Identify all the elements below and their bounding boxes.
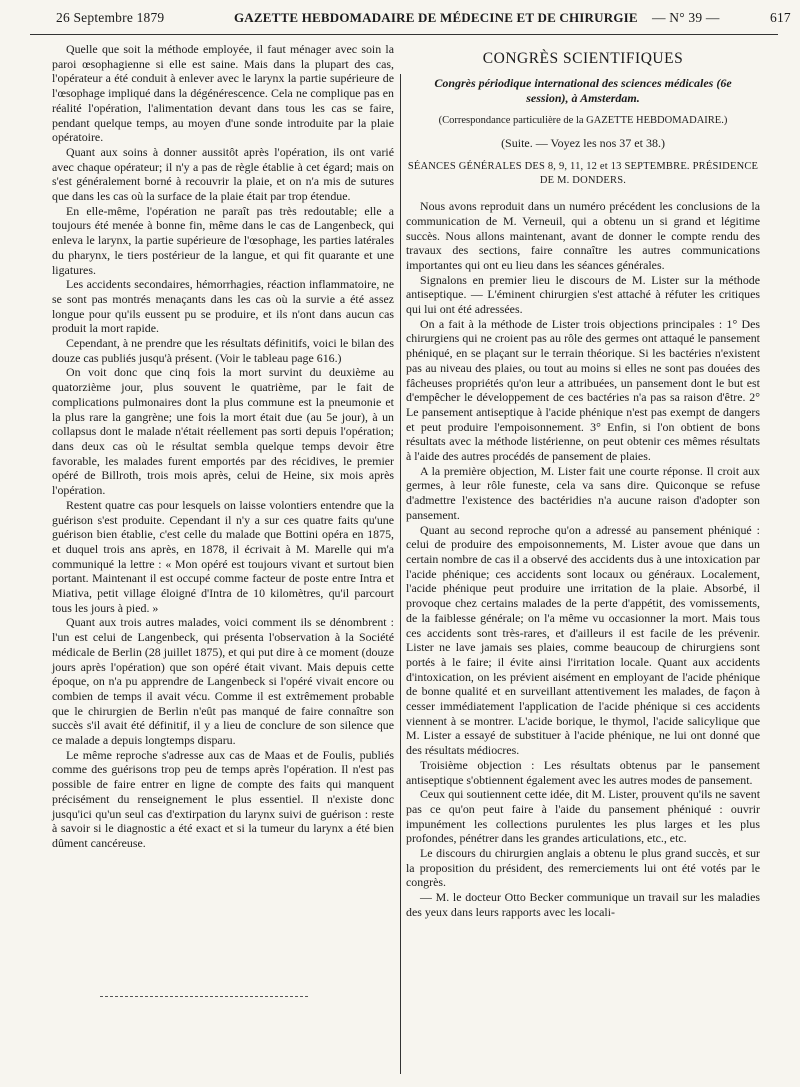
- right-column: [406, 42, 760, 920]
- header-journal-title: GAZETTE HEBDOMADAIRE DE MÉDECINE ET DE CHIRURGIE: [234, 10, 638, 25]
- section-subtitle: Congrès périodique international des sciences médicales (6e session), à Amsterdam.: [434, 75, 732, 105]
- left-paragraph: Le même reproche s'adresse aux cas de Maas et de Foulis, publiés comme des guérisons trop peu de temps après l'opération. Il n'est pas possible de faire entrer en ligne de compte des faits qui manquent précisément du renseignement le plus essentiel. Il n'existe donc jusqu'ici qu'un seul cas d'extirpation du larynx suivi de guérison : reste à savoir si le diagnostic a été exact et si la tumeur du larynx a été bien dûment cancéreuse.: [52, 747, 394, 850]
- right-paragraph: A la première objection, M. Lister fait une courte réponse. Il croit aux germes, à leur rôle funeste, cela va sans dire. Quiconque se refuse d'admettre l'existence des bactéridies n'a aucune raison d'adopter son pansement.: [406, 463, 760, 522]
- header-page-number: 617: [770, 10, 791, 25]
- left-paragraph: En elle-même, l'opération ne paraît pas très redoutable; elle a toujours été menée à bonne fin, même dans le cas de Langenbeck, qui enleva le larynx, la partie supérieure de l'œsophage, les parties latérales du pharynx, le tiers postérieur de la langue, et qui fit quarante et une ligatures.: [52, 203, 394, 277]
- right-paragraph: Quant au second reproche qu'on a adressé au pansement phéniqué : celui de produire des empoisonnements, M. Lister avoue que dans un certain nombre de cas il a observé des accidents dus à une intoxication par l'acide phénique; ces accidents sont locaux ou généraux. Localement, l'acide phénique peut produire une irritation de la plaie. Absorbé, il provoque chez certains malades de la perte d'appétit, des vomissements, de la faiblesse générale; on l'a même vu occasionner la mort. Mais tous ces accidents sont très-rares, et d'ailleurs il est facile de les prévenir. Lister ne lave jamais ses plaies, comme beaucoup de chirurgiens sont portés à le faire; il évite ainsi l'irritation locale. Quant aux accidents d'intoxication, on les prévient aisément en employant de l'acide phénique de bonne qualité et en surveillant attentivement les malades, de façon à cesser immédiatement l'application de l'acide phénique si ces accidents viennent à se montrer. L'acide borique, le thymol, l'acide salicylique que M. Lister a essayé de substituer à l'acide phénique, ne lui ont donné que des résultats médiocres.: [406, 522, 760, 758]
- right-paragraph: Ceux qui soutiennent cette idée, dit M. Lister, prouvent qu'ils ne savent pas ce qu'on peut faire à l'aide du pansement phéniqué : ouvrir impunément les collections purulentes les plus larges et les plus profondes, pénétrer dans les grandes articulations, etc., etc.: [406, 787, 760, 846]
- column-divider: [400, 74, 401, 1074]
- header-date: 26 Septembre 1879: [56, 10, 165, 25]
- right-paragraph: On a fait à la méthode de Lister trois objections principales : 1° Des chirurgiens qui ne croient pas au rôle des germes ont attaqué le pansement phéniqué, en se plaçant sur le terrain théorique. Si les bactéries n'existent pas au niveau des plaies, ou tout au moins si elles ne sont pas douées des fâcheuses propriétés qu'on leur a attribuées, un pansement dont le but est d'empêcher le développement de ces bactéries n'a pas sa raison d'être. 2° Le pansement antiseptique à l'acide phénique n'est pas exempt de dangers et peut produire l'empoisonnement. 3° Enfin, si l'on obtient de bons résultats avec la méthode listérienne, on peut obtenir ces mêmes résultats à l'aide des autres procédés de pansement de plaies.: [406, 316, 760, 464]
- article-end-rule: [100, 996, 308, 997]
- right-paragraph: — M. le docteur Otto Becker communique un travail sur les maladies des yeux dans leurs rapports avec les locali-: [406, 890, 760, 919]
- left-paragraph: Quelle que soit la méthode employée, il faut ménager avec soin la paroi œsophagienne si elle est saine. Mais dans la plupart des cas, l'opérateur a été conduit à enlever avec le larynx la partie supérieure de l'œsophage impliqué dans la dégénérescence. Cela ne complique pas en réalité l'opération, l'alimentation devant dans tous les cas se faire, pendant quelque temps, au moyen d'une sonde introduite par la plaie opératoire.: [52, 42, 394, 145]
- left-column: [52, 42, 394, 851]
- left-paragraph: Quant aux soins à donner aussitôt après l'opération, ils ont varié avec chaque opérateur; il n'y a pas de règle établie à cet égard; mais on s'est généralement borné à recouvrir la plaie, et on n'a mis de sutures que dans les cas où la surface de la plaie était par trop étendue.: [52, 144, 394, 204]
- left-paragraph: Les accidents secondaires, hémorrhagies, réaction inflammatoire, ne se sont pas montrés menaçants dans les cas où la survie a été assez longue pour qu'ils eussent pu se produire, et ils n'ont dans aucun cas produit la mort rapide.: [52, 277, 394, 336]
- right-paragraph: Troisième objection : Les résultats obtenus par le pansement antiseptique s'obtiennent également avec les autres modes de pansement.: [406, 757, 760, 787]
- left-paragraph: Cependant, à ne prendre que les résultats définitifs, voici le bilan des douze cas publiés jusqu'à présent. (Voir le tableau page 616.): [52, 336, 394, 365]
- continuation-note: (Suite. — Voyez les nos 37 et 38.): [501, 136, 665, 151]
- right-paragraph: Nous avons reproduit dans un numéro précédent les conclusions de la communication de M. Verneuil, qui a obtenu un si grand et légitime succès. Nous allons maintenant, avant de donner le compte rendu des travaux des sections, faire connaître les autres communications importantes qui ont eu lieu dans les séances générales.: [406, 199, 760, 272]
- right-paragraph: Le discours du chirurgien anglais a obtenu le plus grand succès, et sur la proposition du président, des remerciements lui ont été votés par le congrès.: [406, 846, 760, 890]
- right-paragraph: Signalons en premier lieu le discours de M. Lister sur la méthode antiseptique. — L'éminent chirurgien s'est attaché à réfuter les critiques qui lui ont été adressées.: [406, 272, 760, 317]
- left-paragraph: Quant aux trois autres malades, voici comment ils se dénombrent : l'un est celui de Langenbeck, qui présenta l'observation à la Société médicale de Berlin (28 juillet 1875), et qui put dire à ce moment (douze jours après l'opération) que son opéré était vivant. Mais depuis cette époque, on n'a pu apprendre de Langenbeck si l'opéré vivait encore ou combien de temps il avait vécu. Comme il est extrêmement probable que le chirurgien de Berlin n'eût pas manqué de faire connaître son succès s'il avait été définitif, il y a lieu de conclure de son silence que ce malade a depuis longtemps disparu.: [52, 615, 394, 748]
- sessions-heading: SÉANCES GÉNÉRALES DES 8, 9, 11, 12 et 13 SEPTEMBRE. PRÉSIDENCE DE M. DONDERS.: [407, 161, 759, 186]
- header-issue-number: — N° 39 —: [652, 10, 720, 25]
- left-paragraph: Restent quatre cas pour lesquels on laisse volontiers entendre que la guérison s'est produite. Cependant il n'y a sur ces quatre faits qu'une guérison bien établie, c'est celle du malade que Bottini opéra en 1875, et duquel trois ans après, en 1878, il écrivait à M. Marelle qui m'a communiqué la lettre : « Mon opéré est toujours vivant et surtout bien portant. Maintenant il est occupé comme facteur de poste entre Intra et Miativa, petit village éloigné d'Intra de 10 kilomètres, qu'il parcourt tous les jours à pied. »: [52, 497, 394, 615]
- section-title: CONGRÈS SCIENTIFIQUES: [482, 50, 684, 67]
- page-header: [30, 6, 791, 35]
- left-paragraph: On voit donc que cinq fois la mort survint du deuxième au quatorzième jour, plus souvent le quatrième, par le fait de complications pulmonaires dont la plus commune est la pneumonie et la plus rare la gangrène; une fois la mort était due (au 5e jour), à un collapsus dont le malade n'était réellement pas sorti depuis l'opération; dans deux cas où le résultat sembla quelque temps devoir être favorable, les malades furent emportés par des récidives, le premier opéré de Billroth, trois mois après, celui de Heine, six mois après l'opération.: [52, 365, 394, 498]
- correspondence-note: (Correspondance particulière de la GAZETTE HEBDOMADAIRE.): [438, 114, 728, 126]
